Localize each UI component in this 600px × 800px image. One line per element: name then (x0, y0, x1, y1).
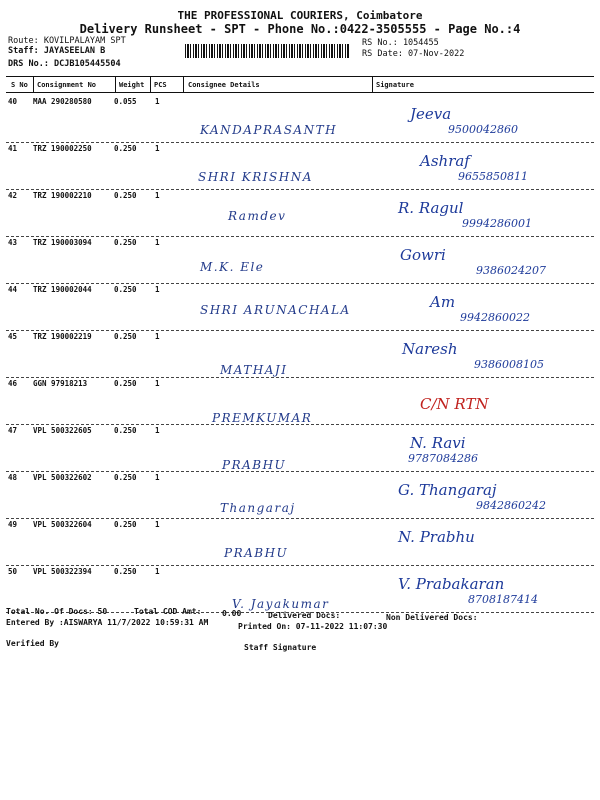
weight-value: 0.250 (114, 567, 137, 576)
serial-number: 49 (8, 520, 18, 529)
consignee-name: SHRI ARUNACHALA (200, 303, 351, 317)
total-cod-label: Total COD Amt: (134, 607, 202, 616)
total-docs: Total No. Of Docs: 50 (6, 607, 108, 616)
table-row (6, 469, 594, 519)
printed-on: Printed On: 07-11-2022 11:07:30 (238, 622, 388, 631)
consignee-name: PRABHU (224, 546, 289, 560)
signature-handwritten: V. Prabakaran (398, 575, 505, 593)
consignee-name: M.K. Ele (200, 260, 265, 274)
serial-number: 42 (8, 191, 18, 200)
table-row (6, 422, 594, 472)
staff-signature: Staff Signature (244, 643, 317, 652)
weight-value: 0.250 (114, 238, 137, 247)
consignment-number: TRZ 190002044 (33, 285, 92, 294)
pieces-count: 1 (155, 426, 160, 435)
col-weight: Weight (119, 81, 145, 89)
serial-number: 50 (8, 567, 18, 576)
signature-handwritten: Am (430, 293, 456, 311)
rs-number: RS No.: 1054455 (362, 38, 439, 48)
rs-date: RS Date: 07-Nov-2022 (362, 49, 465, 59)
table-row (6, 93, 594, 143)
consignee-name: SHRI KRISHNA (198, 170, 313, 184)
consignee-name: PRABHU (222, 458, 287, 472)
table-row (6, 234, 594, 284)
table-top-border (6, 76, 594, 77)
consignment-number: VPL 500322604 (33, 520, 92, 529)
consignee-name: Thangaraj (220, 501, 296, 515)
col-consignment: Consignment No (37, 81, 97, 89)
table-row (6, 187, 594, 237)
phone-handwritten: 9386024207 (476, 264, 546, 277)
consignment-number: TRZ 190002250 (33, 144, 92, 153)
phone-handwritten: 9994286001 (462, 217, 532, 230)
consignee-name: KANDAPRASANTH (200, 123, 338, 137)
staff-label: Staff: JAYASEELAN B (8, 46, 106, 56)
divider (33, 76, 34, 92)
pieces-count: 1 (155, 144, 160, 153)
pieces-count: 1 (155, 332, 160, 341)
table-row (6, 563, 594, 613)
non-delivered-docs: Non Delivered Docs: (386, 613, 478, 622)
divider (372, 76, 373, 92)
table-row (6, 516, 594, 566)
phone-handwritten: 8708187414 (468, 593, 538, 606)
pieces-count: 1 (155, 191, 160, 200)
consignment-number: GGN 97918213 (33, 379, 88, 388)
divider (183, 76, 184, 92)
col-consignee: Consignee Details (188, 81, 260, 89)
total-cod-value: 0.00 (222, 609, 242, 618)
serial-number: 41 (8, 144, 18, 153)
weight-value: 0.250 (114, 473, 137, 482)
delivered-docs: Delivered Docs: (268, 611, 341, 620)
phone-handwritten: 9787084286 (408, 452, 478, 465)
signature-handwritten: N. Ravi (410, 434, 466, 452)
serial-number: 47 (8, 426, 18, 435)
signature-handwritten: N. Prabhu (398, 528, 475, 546)
phone-handwritten: 9942860022 (460, 311, 530, 324)
serial-number: 48 (8, 473, 18, 482)
weight-value: 0.250 (114, 332, 137, 341)
col-signature: Signature (376, 81, 414, 89)
signature-handwritten: Gowri (400, 246, 446, 264)
phone-handwritten: 9500042860 (448, 123, 518, 136)
consignee-name: V. Jayakumar (232, 597, 330, 611)
verified-by: Verified By (6, 639, 59, 648)
consignment-number: VPL 500322602 (33, 473, 92, 482)
weight-value: 0.250 (114, 426, 137, 435)
consignee-name: PREMKUMAR (212, 411, 313, 425)
consignment-number: TRZ 190003094 (33, 238, 92, 247)
drs-number: DRS No.: DCJB105445504 (8, 59, 121, 69)
entered-by: Entered By :AISWARYA 11/7/2022 10:59:31 AM (6, 618, 209, 627)
phone-handwritten: 9386008105 (474, 358, 544, 371)
consignee-name: Ramdev (228, 209, 287, 223)
pieces-count: 1 (155, 520, 160, 529)
consignment-number: MAA 290280580 (33, 97, 92, 106)
pieces-count: 1 (155, 97, 160, 106)
col-sno: S No (11, 81, 28, 89)
divider (115, 76, 116, 92)
table-row (6, 281, 594, 331)
serial-number: 46 (8, 379, 18, 388)
weight-value: 0.250 (114, 520, 137, 529)
pieces-count: 1 (155, 567, 160, 576)
signature-handwritten: Ashraf (420, 152, 470, 170)
table-row (6, 328, 594, 378)
consignment-number: TRZ 190002219 (33, 332, 92, 341)
weight-value: 0.250 (114, 379, 137, 388)
weight-value: 0.250 (114, 285, 137, 294)
pieces-count: 1 (155, 473, 160, 482)
serial-number: 40 (8, 97, 18, 106)
weight-value: 0.055 (114, 97, 137, 106)
signature-handwritten: R. Ragul (398, 199, 464, 217)
serial-number: 43 (8, 238, 18, 247)
divider (150, 76, 151, 92)
weight-value: 0.250 (114, 144, 137, 153)
pieces-count: 1 (155, 238, 160, 247)
consignment-number: VPL 500322394 (33, 567, 92, 576)
col-pcs: PCS (154, 81, 167, 89)
consignee-name: MATHAJI (220, 363, 288, 377)
serial-number: 45 (8, 332, 18, 341)
phone-handwritten: 9655850811 (458, 170, 528, 183)
pieces-count: 1 (155, 379, 160, 388)
table-row (6, 375, 594, 425)
runsheet-title: Delivery Runsheet - SPT - Phone No.:0422-3505555 - Page No.:4 (79, 22, 521, 36)
phone-handwritten: 9842860242 (476, 499, 546, 512)
pieces-count: 1 (155, 285, 160, 294)
consignment-number: VPL 500322605 (33, 426, 92, 435)
table-row (6, 140, 594, 190)
route-label: Route: KOVILPALAYAM SPT (8, 36, 126, 46)
weight-value: 0.250 (114, 191, 137, 200)
serial-number: 44 (8, 285, 18, 294)
barcode-image (185, 44, 350, 58)
company-title: THE PROFESSIONAL COURIERS, Coimbatore (177, 9, 423, 22)
signature-handwritten: C/N RTN (420, 395, 489, 413)
signature-handwritten: Jeeva (410, 105, 452, 123)
signature-handwritten: Naresh (402, 340, 458, 358)
signature-handwritten: G. Thangaraj (398, 481, 497, 499)
consignment-number: TRZ 190002210 (33, 191, 92, 200)
